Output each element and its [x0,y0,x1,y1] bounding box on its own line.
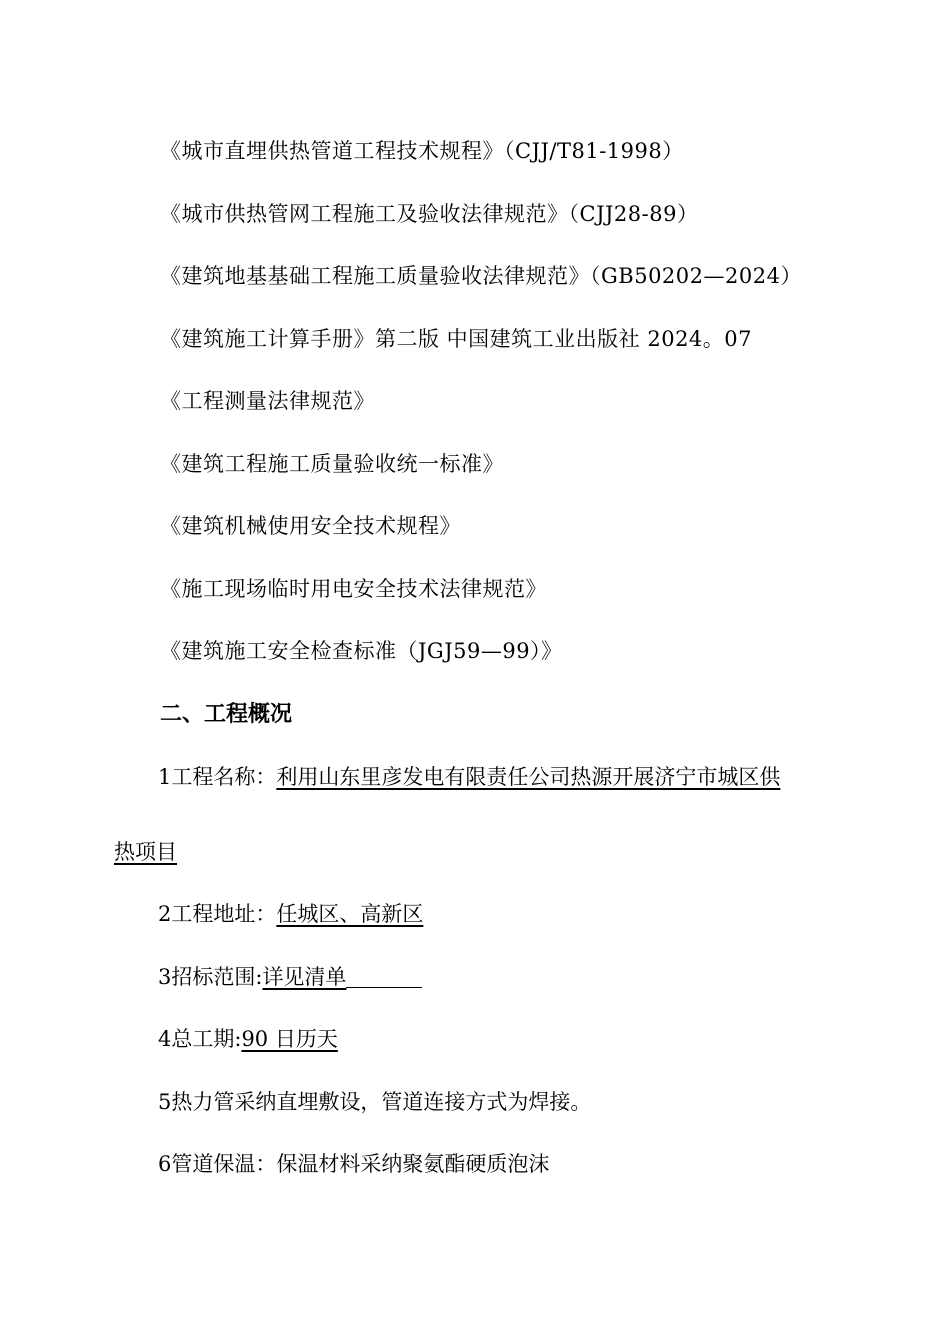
project-name-value-cont: 热项目 [114,840,177,864]
project-address-line [158,901,423,927]
section-heading: 二、工程概况 [160,701,293,727]
reference-item: 《工程测量法律规范》 [160,389,375,413]
reference-item: 《建筑施工安全检查标准（JGJ59—99）》 [160,639,563,663]
bid-scope-line [158,964,422,990]
duration-label: 4总工期: [158,1027,242,1051]
reference-item: 《建筑施工计算手册》第二版 中国建筑工业出版社 2024。07 [160,327,753,351]
pipe-laying-line: 5热力管采纳直埋敷设，管道连接方式为焊接。 [158,1090,592,1114]
bid-scope-blank [346,967,422,988]
reference-item: 《城市供热管网工程施工及验收法律规范》（CJJ28-89） [160,202,699,226]
reference-item: 《建筑机械使用安全技术规程》 [160,514,461,538]
project-address-value: 任城区、高新区 [276,902,424,926]
project-name-line [158,764,780,790]
duration-value: 90 日历天 [241,1027,338,1051]
bid-scope-label: 3招标范围: [158,965,263,989]
reference-item: 《建筑工程施工质量验收统一标准》 [160,452,504,476]
project-address-label: 2工程地址： [158,902,277,926]
duration-line [158,1026,338,1052]
reference-item: 《城市直埋供热管道工程技术规程》（CJJ/T81-1998） [160,139,684,163]
pipe-insulation-line: 6管道保温：保温材料采纳聚氨酯硬质泡沫 [158,1152,550,1176]
bid-scope-value: 详见清单 [262,965,347,989]
project-name-label: 1工程名称： [158,765,277,789]
project-name-value: 利用山东里彦发电有限责任公司热源开展济宁市城区供 [276,765,781,789]
reference-item: 《施工现场临时用电安全技术法律规范》 [160,577,547,601]
project-name-continuation [114,839,177,865]
reference-item: 《建筑地基基础工程施工质量验收法律规范》（GB50202—2024） [160,264,802,288]
